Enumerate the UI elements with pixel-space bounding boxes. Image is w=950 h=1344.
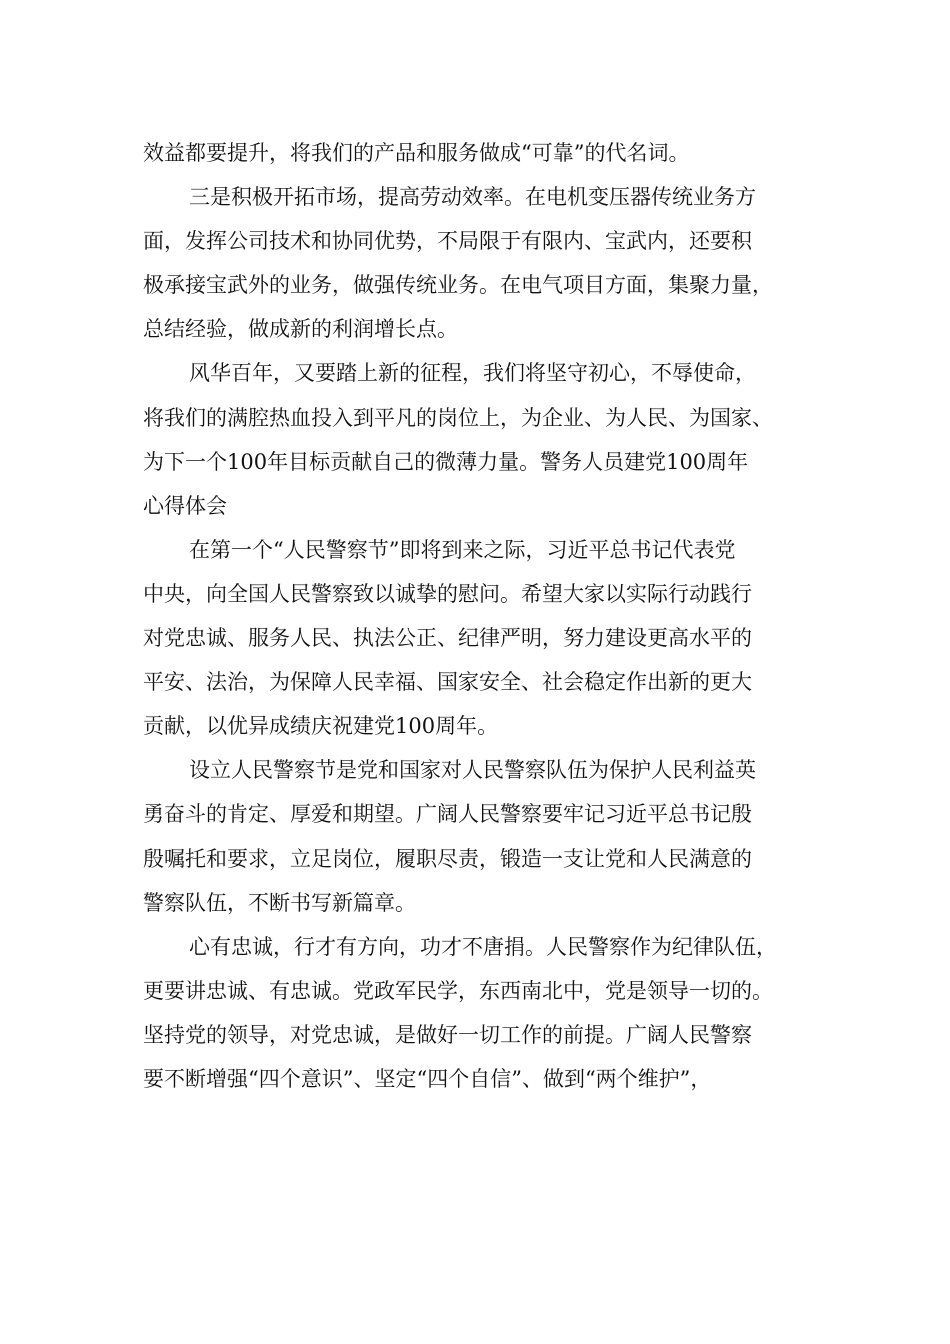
text-line: 风华百年，又要踏上新的征程，我们将坚守初心，不辱使命，: [189, 361, 756, 386]
text-line: 平安、法治，为保障人民幸福、国家安全、社会稳定作出新的更大: [143, 670, 752, 695]
text-line: 效益都要提升，将我们的产品和服务做成“可靠”的代名词。: [143, 141, 690, 165]
text-line: 对党忠诚、服务人民、执法公正、纪律严明，努力建设更高水平的: [143, 626, 752, 651]
text-line: 将我们的满腔热血投入到平凡的岗位上，为企业、为人民、为国家、: [143, 405, 773, 430]
text-line: 中央，向全国人民警察致以诚挚的慰问。希望大家以实际行动践行: [143, 581, 752, 606]
text-line: 总结经验，做成新的利润增长点。: [143, 317, 458, 342]
text-line: 更要讲忠诚、有忠诚。党政军民学，东西南北中，党是领导一切的。: [143, 978, 773, 1003]
text-line: 面，发挥公司技术和协同优势，不局限于有限内、宝武内，还要积: [143, 229, 752, 254]
body-text: [143, 131, 833, 1101]
text-line: 殷嘱托和要求，立足岗位，履职尽责，锻造一支让党和人民满意的: [143, 846, 752, 871]
text-line: 三是积极开拓市场，提高劳动效率。在电机变压器传统业务方: [189, 185, 756, 210]
text-line: 心得体会: [143, 493, 227, 518]
text-line: 贡献，以优异成绩庆祝建党100周年。: [143, 714, 499, 739]
text-line: 心有忠诚，行才有方向，功才不唐捐。人民警察作为纪律队伍，: [189, 934, 777, 959]
text-line: 为下一个100年目标贡献自己的微薄力量。警务人员建党100周年: [143, 449, 749, 474]
text-line: 要不断增强“四个意识”、坚定“四个自信”、做到“两个维护”，: [143, 1066, 712, 1091]
text-line: 坚持党的领导，对党忠诚，是做好一切工作的前提。广阔人民警察: [143, 1022, 752, 1047]
text-line: 在第一个“人民警察节”即将到来之际，习近平总书记代表党: [189, 537, 736, 562]
text-line: 极承接宝武外的业务，做强传统业务。在电气项目方面，集聚力量，: [143, 273, 773, 298]
text-line: 勇奋斗的肯定、厚爱和期望。广阔人民警察要牢记习近平总书记殷: [143, 802, 752, 827]
text-line: 设立人民警察节是党和国家对人民警察队伍为保护人民利益英: [189, 758, 756, 783]
text-line: 警察队伍，不断书写新篇章。: [143, 890, 416, 915]
